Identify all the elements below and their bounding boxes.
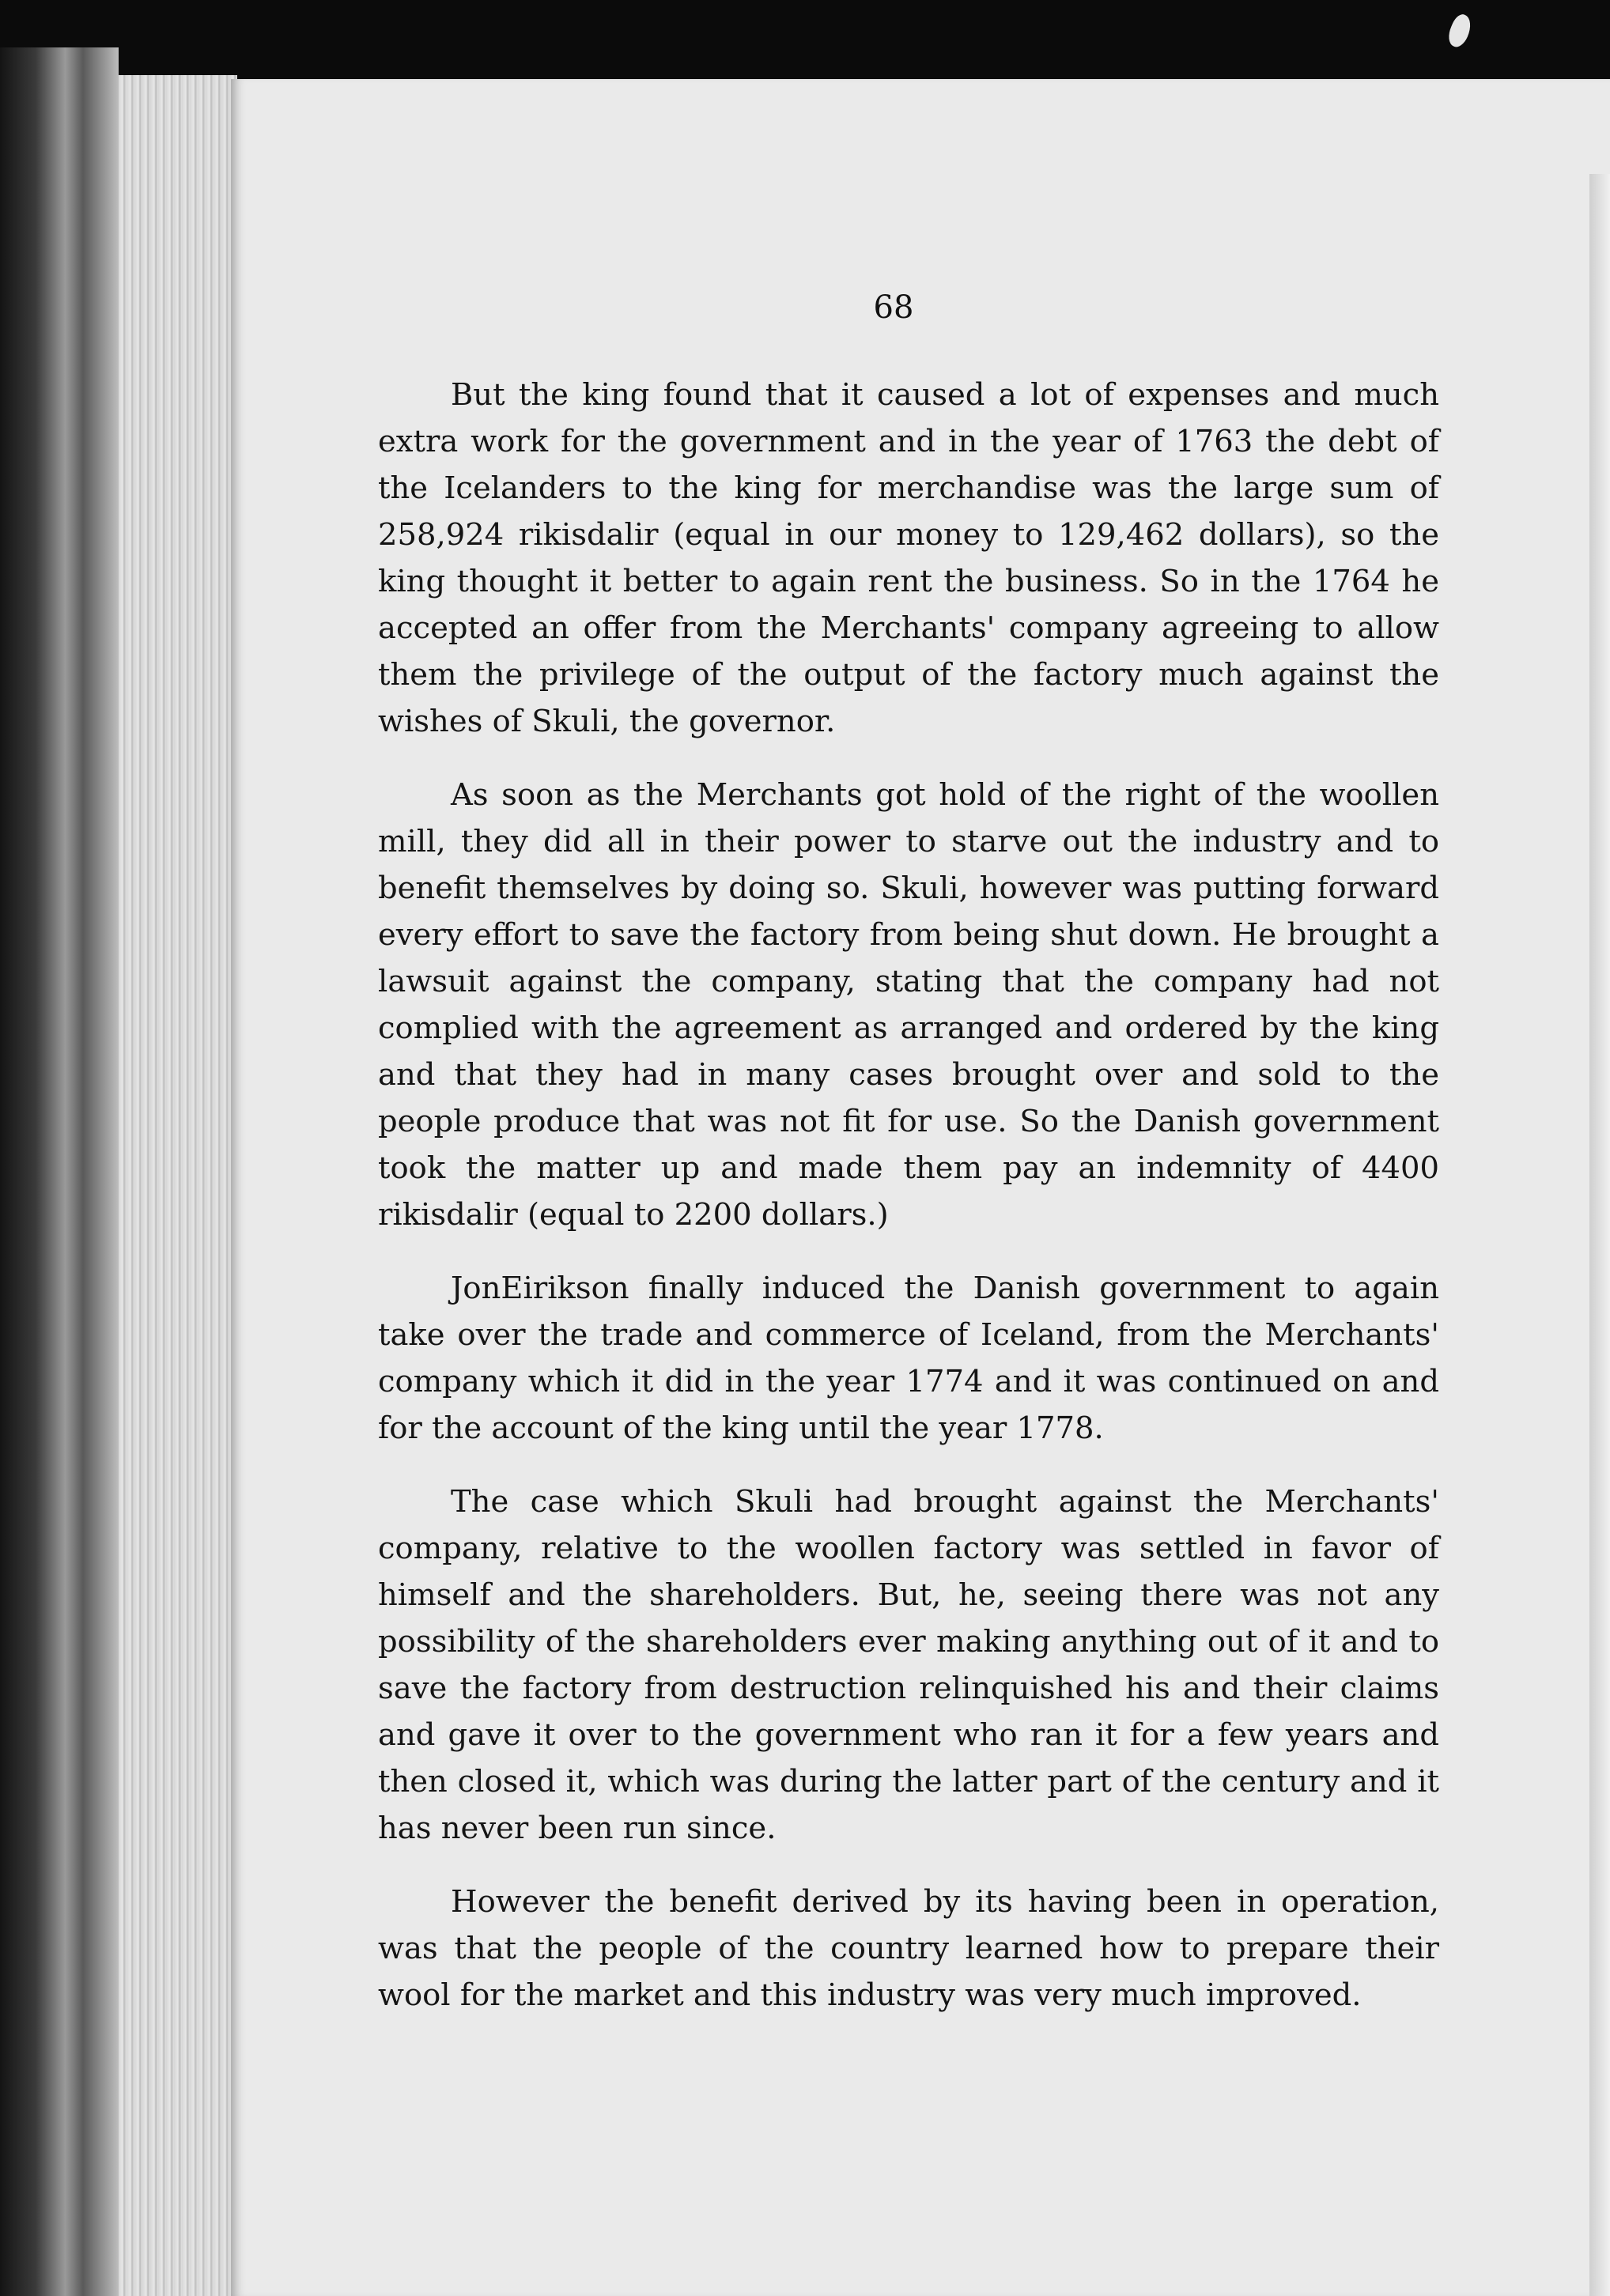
paragraph-1: But the king found that it caused a lot of expenses and much extra work for the government and in the year of 1763 the debt of the Icelanders to the king for merchandise was the large sum of 258,924 rikisdalir (equal in our money to 129,462 dollars), so the king thought it better to again rent the business. So in the 1764 he accepted an offer from the Merchants' company agreeing to allow them the privilege of the output of the factory much against the wishes of Skuli, the governor. bbox=[378, 377, 1439, 739]
paragraph-5: However the benefit derived by its having been in operation, was that the people of the country learned how to prepare their wool for the market and this industry was very much improved. bbox=[378, 1884, 1439, 2013]
paragraph-2: As soon as the Merchants got hold of the right of the woollen mill, they did all in their power to starve out the industry and to benefit themselves by doing so. Skuli, however was putting forward every effort to save the factory from being shut down. He brought a lawsuit against the company, stating that the company had not complied with the agreement as arranged and ordered by the king and that they had in many cases brought over and sold to the people produce that was not fit for use. So the Danish government took the matter up and made them pay an indemnity of 4400 rikisdalir (equal to 2200 dollars.) bbox=[378, 777, 1439, 1233]
page-number: 68 bbox=[873, 289, 914, 326]
page-edges bbox=[119, 75, 237, 2296]
book-binding bbox=[0, 47, 119, 2296]
paragraph-4: The case which Skuli had brought against the Merchants' company, relative to the woollen factory was settled in favor of himself and the shareholders. But, he, seeing there was not any possibility of the shareholders ever making anything out of it and to save the factory from destruction relinquished his and their claims and gave it over to the government who ran it for a few years and then closed it, which was during the latter part of the century and it has never been run since. bbox=[378, 1484, 1439, 1846]
body-text bbox=[378, 372, 1439, 2045]
page-right-edge bbox=[1589, 174, 1610, 2296]
corner-mark-icon bbox=[1444, 12, 1475, 50]
paragraph-3: JonEirikson finally induced the Danish government to again take over the trade and commerce of Iceland, from the Merchants' company which it did in the year 1774 and it was continued on and for the account of the king until the year 1778. bbox=[378, 1271, 1439, 1446]
